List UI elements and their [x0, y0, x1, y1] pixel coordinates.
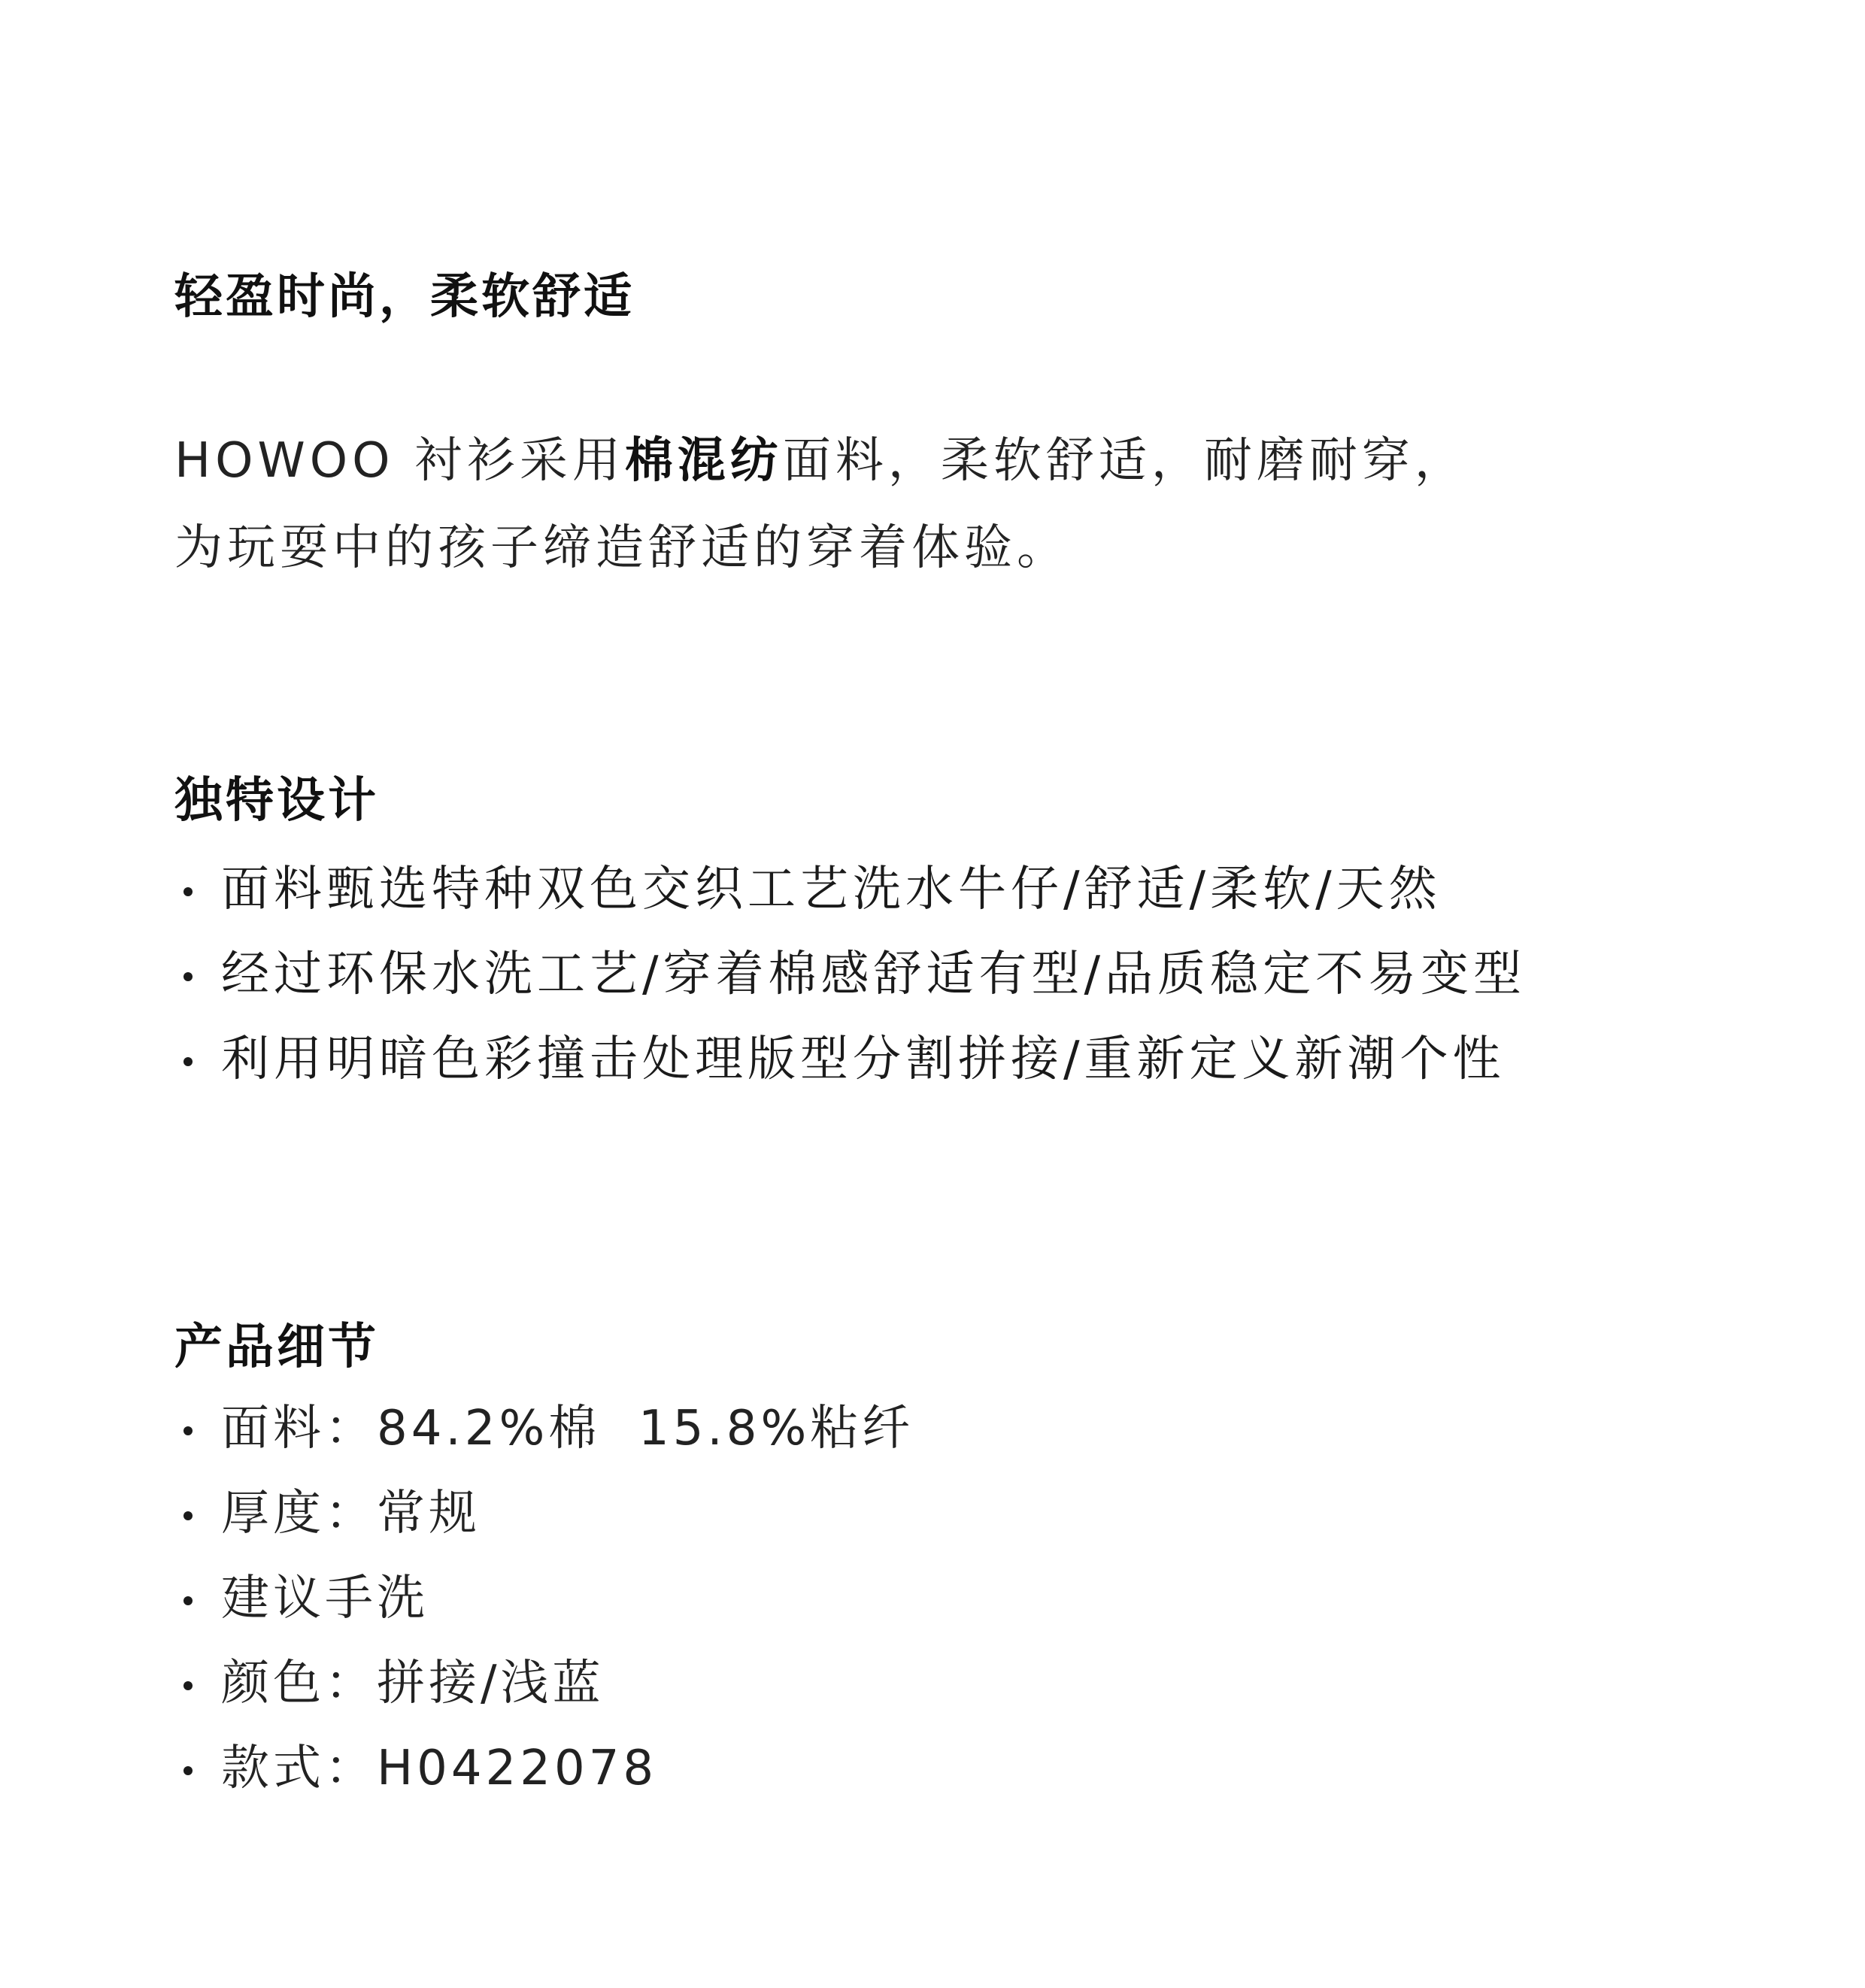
bullet-dot-icon: [183, 1681, 193, 1690]
list-item: [174, 1017, 1716, 1102]
list-item-text: 经过环保水洗工艺/穿着棉感舒适有型/品质稳定不易变型: [221, 947, 1527, 1002]
intro-text-start: HOWOO 衬衫采用: [174, 433, 625, 489]
list-item: [174, 847, 1716, 932]
intro-line-2: 为玩耍中的孩子缔造舒适的穿着体验。: [174, 520, 1069, 576]
list-item: [174, 1386, 1716, 1471]
bullet-dot-icon: [183, 1596, 193, 1605]
list-item: [174, 932, 1716, 1017]
section-heading-design: 独特设计: [174, 773, 379, 829]
list-item: [174, 1641, 1716, 1726]
section-heading-comfort: 轻盈时尚，柔软舒适: [174, 269, 635, 325]
section-design: [174, 771, 1716, 1102]
list-item-text: 面料甄选特种双色交织工艺洗水牛仔/舒适/柔软/天然: [221, 862, 1442, 917]
list-item-text: 款式：H0422078: [221, 1741, 658, 1796]
list-item-text: 面料：84.2%棉 15.8%粘纤: [221, 1401, 914, 1456]
intro-text-end: 面料，柔软舒适，耐磨耐穿，: [782, 433, 1467, 489]
section-heading-details: 产品细节: [174, 1320, 379, 1375]
section-details: [174, 1317, 1716, 1811]
bullet-dot-icon: [183, 1426, 193, 1435]
list-item: [174, 1726, 1716, 1811]
product-detail-list: [174, 1386, 1716, 1811]
list-item-text: 建议手洗: [221, 1571, 429, 1626]
section-comfort: [174, 267, 1716, 327]
intro-paragraph: [174, 417, 1716, 592]
list-item-text: 利用明暗色彩撞击处理版型分割拼接/重新定义新潮个性: [221, 1032, 1506, 1087]
list-item-text: 厚度：常规: [221, 1486, 481, 1541]
list-item: [174, 1471, 1716, 1556]
intro-line-1: [174, 417, 1716, 505]
intro-text-fabric-bold: 棉混纺: [624, 433, 783, 489]
list-item: [174, 1556, 1716, 1641]
list-item-text: 颜色：拼接/浅蓝: [221, 1656, 605, 1711]
bullet-dot-icon: [183, 1766, 193, 1775]
bullet-dot-icon: [183, 1511, 193, 1520]
bullet-dot-icon: [183, 972, 193, 981]
bullet-dot-icon: [183, 1057, 193, 1066]
design-feature-list: [174, 847, 1716, 1102]
bullet-dot-icon: [183, 887, 193, 896]
